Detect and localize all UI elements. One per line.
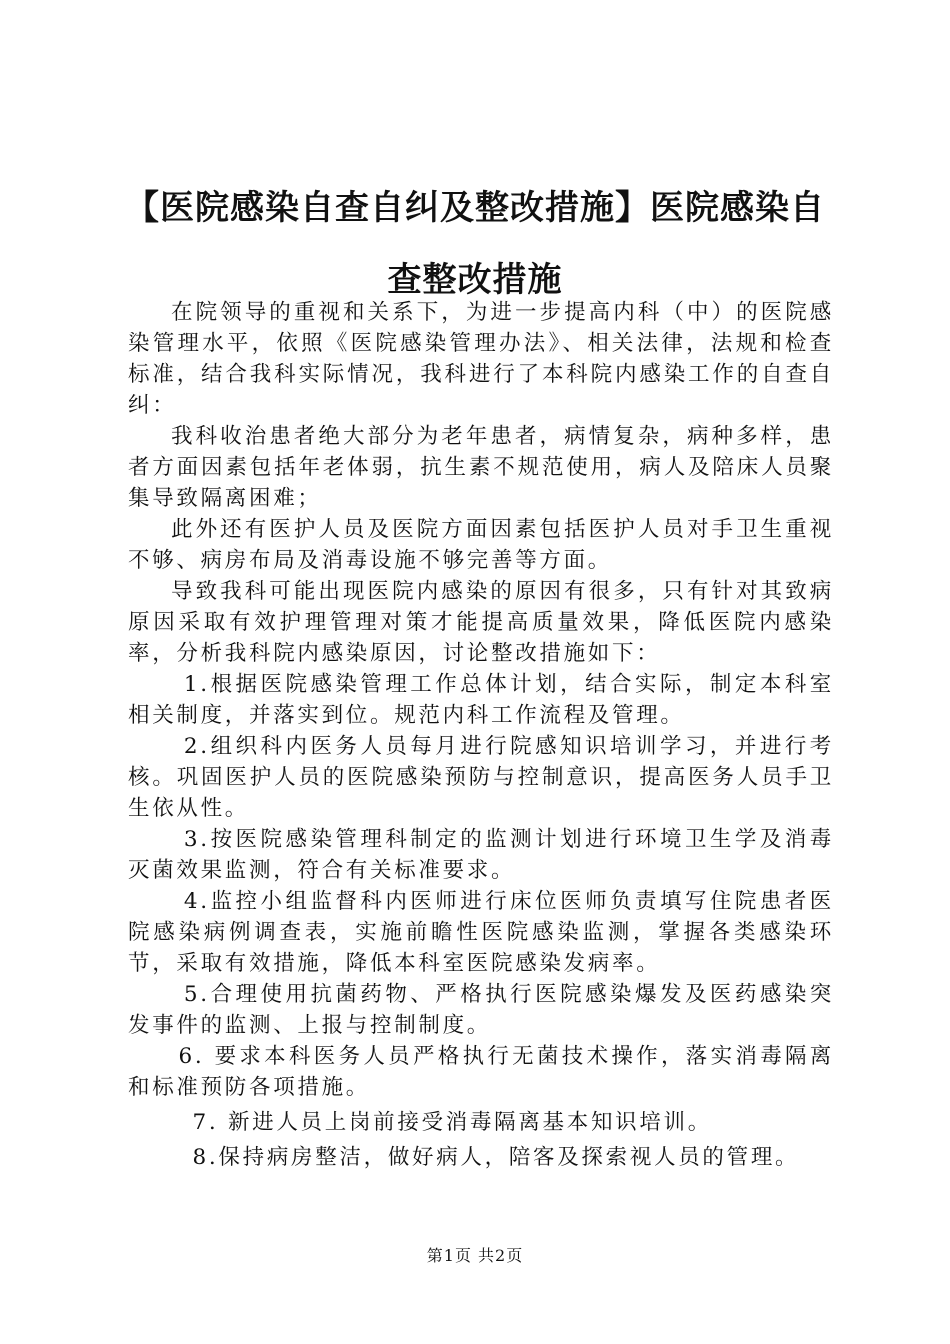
measure-item-1: 1.根据医院感染管理工作总体计划，结合实际，制定本科室相关制度，并落实到位。规范内科工作流程及管理。: [128, 672, 834, 728]
measure-item-4: 4.监控小组监督科内医师进行床位医师负责填写住院患者医院感染病例调查表，实施前瞻性医院感染监测，掌握各类感染环节，采取有效措施，降低本科室医院感染发病率。: [128, 889, 834, 976]
document-body: [128, 297, 834, 1173]
document-title: [90, 172, 860, 316]
body-paragraph: 我科收治患者绝大部分为老年患者，病情复杂，病种多样，患者方面因素包括年老体弱，抗生素不规范使用，病人及陪床人员聚集导致隔离困难；: [128, 424, 834, 511]
title-line-1: 【医院感染自查自纠及整改措施】医院感染自: [125, 188, 825, 228]
intro-paragraph: 在院领导的重视和关系下，为进一步提高内科（中）的医院感染管理水平，依照《医院感染管理办法》、相关法律，法规和检查标准，结合我科实际情况，我科进行了本科院内感染工作的自查自纠：: [128, 300, 834, 418]
page-number-footer: 第1页 共2页: [426, 1246, 524, 1265]
measure-item-8: 8.保持病房整洁，做好病人，陪客及探索视人员的管理。: [192, 1145, 800, 1170]
measure-item-6: 6. 要求本科医务人员严格执行无菌技术操作，落实消毒隔离和标准预防各项措施。: [128, 1044, 834, 1100]
measure-item-2: 2.组织科内医务人员每月进行院感知识培训学习，并进行考核。巩固医护人员的医院感染预防与控制意识，提高医务人员手卫生依从性。: [128, 734, 834, 821]
measure-item-7: 7. 新进人员上岗前接受消毒隔离基本知识培训。: [192, 1110, 712, 1135]
measure-item-3: 3.按医院感染管理科制定的监测计划进行环境卫生学及消毒灭菌效果监测，符合有关标准要求。: [128, 827, 834, 883]
body-paragraph: 此外还有医护人员及医院方面因素包括医护人员对手卫生重视不够、病房布局及消毒设施不够完善等方面。: [128, 517, 834, 573]
measure-item-5: 5.合理使用抗菌药物、严格执行医院感染爆发及医药感染突发事件的监测、上报与控制制度。: [128, 982, 834, 1038]
body-paragraph: 导致我科可能出现医院内感染的原因有很多，只有针对其致病原因采取有效护理管理对策才能提高质量效果，降低医院内感染率，分析我科院内感染原因，讨论整改措施如下：: [128, 579, 834, 666]
title-line-2: 查整改措施: [387, 260, 563, 300]
